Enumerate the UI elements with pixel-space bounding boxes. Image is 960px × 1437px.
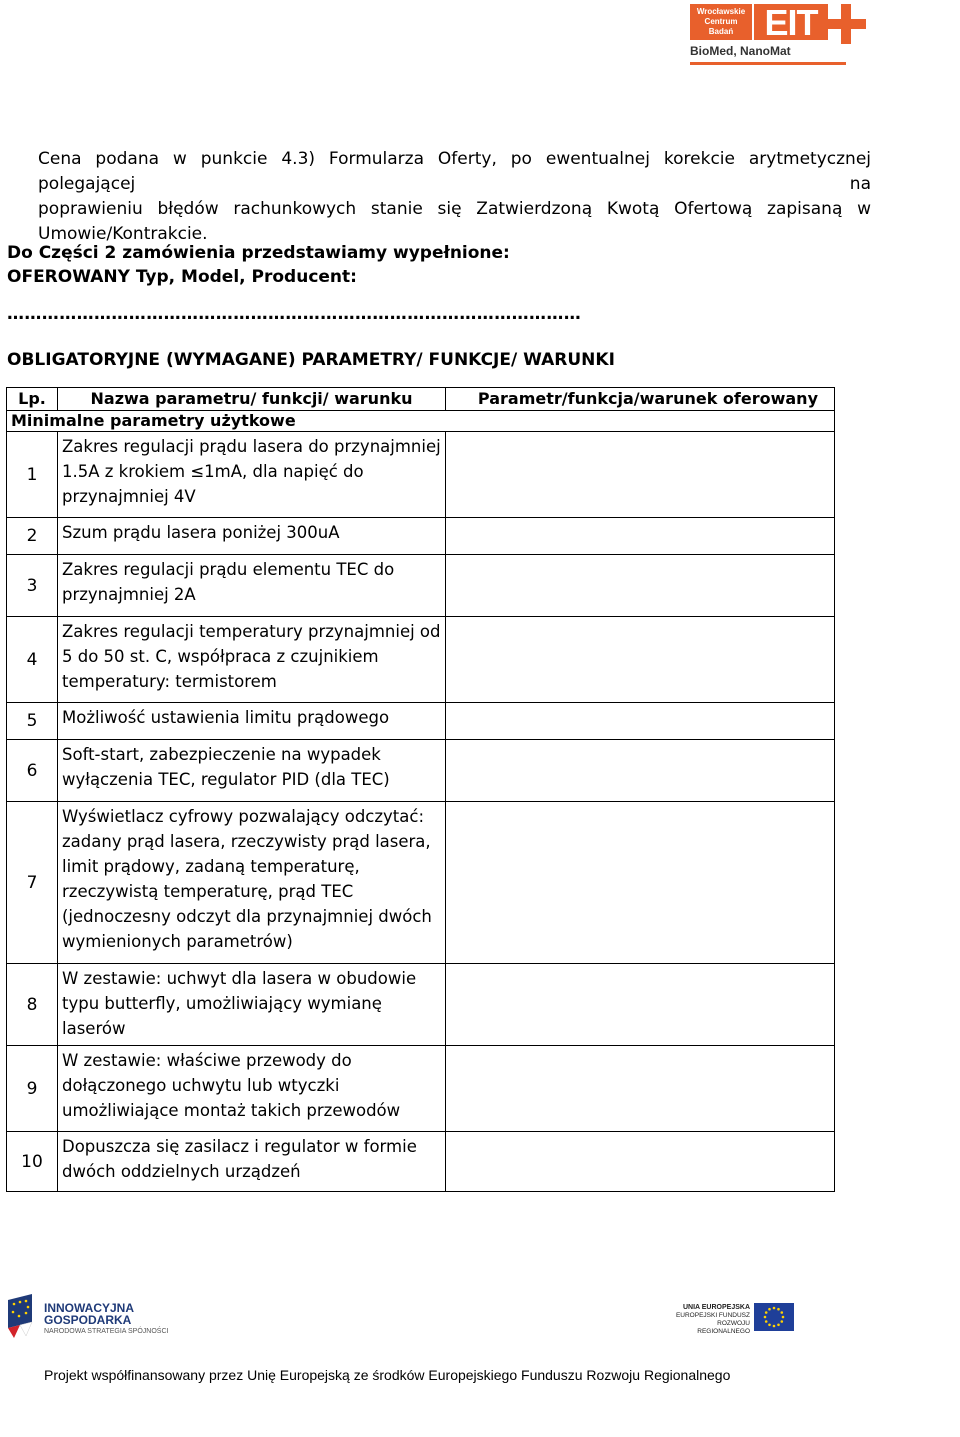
logo-underline — [690, 62, 846, 65]
eu-text — [668, 1304, 750, 1336]
table-header-row — [7, 388, 835, 411]
eu-line-3: ROZWOJU REGIONALNEGO — [697, 1320, 750, 1335]
ig-wordmark — [44, 1302, 134, 1326]
row-name: Szum prądu lasera poniżej 300uA — [58, 518, 446, 555]
intro-line-2: poprawieniu błędów rachunkowych stanie się Zatwierdzoną Kwotą Ofertową zapisaną w — [38, 199, 871, 219]
table-row — [7, 802, 835, 964]
col-offered-header: Parametr/funkcja/warunek oferowany — [446, 388, 835, 411]
table-row — [7, 555, 835, 617]
row-lp: 6 — [7, 740, 58, 802]
eu-flag-icon — [754, 1303, 794, 1331]
row-lp: 7 — [7, 802, 58, 964]
fill-in-dots: ……………………………………………………………………………………… — [7, 304, 582, 324]
row-lp: 9 — [7, 1046, 58, 1132]
offered-heading: OFEROWANY Typ, Model, Producent: — [7, 267, 357, 287]
ig-line-1: INNOWACYJNA — [44, 1301, 135, 1315]
innowacyjna-gospodarka-logo — [6, 1292, 176, 1344]
row-name: Zakres regulacji temperatury przynajmniej od 5 do 50 st. C, współpraca z czujnikiem temperatury: termistorem — [58, 617, 446, 703]
row-value-cell[interactable] — [446, 617, 835, 703]
section-title: Minimalne parametry użytkowe — [7, 411, 835, 432]
eit-wordmark: EIT — [754, 4, 828, 40]
row-lp: 1 — [7, 432, 58, 518]
parameters-table — [6, 387, 835, 1192]
wcb-line-3: Badań — [708, 27, 734, 36]
row-name: W zestawie: uchwyt dla lasera w obudowie typu butterfly, umożliwiający wymianę laserów — [58, 964, 446, 1046]
row-value-cell[interactable] — [446, 740, 835, 802]
intro-line-3: Umowie/Kontrakcie. — [38, 224, 208, 244]
row-value-cell[interactable] — [446, 802, 835, 964]
row-name: Dopuszcza się zasilacz i regulator w formie dwóch oddzielnych urządzeń — [58, 1132, 446, 1192]
row-value-cell[interactable] — [446, 1132, 835, 1192]
required-heading: OBLIGATORYJNE (WYMAGANE) PARAMETRY/ FUNKCJE/ WARUNKI — [7, 350, 615, 370]
table-row — [7, 432, 835, 518]
row-value-cell[interactable] — [446, 964, 835, 1046]
row-lp: 3 — [7, 555, 58, 617]
plus-icon — [826, 4, 866, 44]
eu-logo — [668, 1303, 798, 1333]
project-cofinancing-note: Projekt współfinansowany przez Unię Europejską ze środków Europejskiego Funduszu Rozwoju Regionalnego — [44, 1367, 731, 1383]
table-row — [7, 1046, 835, 1132]
table-row — [7, 703, 835, 740]
col-name-header: Nazwa parametru/ funkcji/ warunku — [58, 388, 446, 411]
eit-plus-logo — [690, 4, 866, 66]
row-name: Soft-start, zabezpieczenie na wypadek wyłączenia TEC, regulator PID (dla TEC) — [58, 740, 446, 802]
table-row — [7, 1132, 835, 1192]
table-row — [7, 964, 835, 1046]
wcb-line-1: Wrocławskie — [696, 7, 746, 16]
eu-line-2: EUROPEJSKI FUNDUSZ — [675, 1312, 750, 1319]
ig-flag-icon — [6, 1292, 36, 1340]
col-lp-header: Lp. — [7, 388, 58, 411]
row-name: Zakres regulacji prądu elementu TEC do przynajmniej 2A — [58, 555, 446, 617]
table-row — [7, 740, 835, 802]
row-name: Możliwość ustawienia limitu prądowego — [58, 703, 446, 740]
row-value-cell[interactable] — [446, 1046, 835, 1132]
ig-line-2: GOSPODARKA — [44, 1313, 132, 1327]
wcb-logo-block — [690, 4, 752, 40]
row-lp: 5 — [7, 703, 58, 740]
intro-paragraph — [38, 147, 871, 247]
row-value-cell[interactable] — [446, 432, 835, 518]
row-lp: 4 — [7, 617, 58, 703]
row-name: W zestawie: właściwe przewody do dołączonego uchwytu lub wtyczki umożliwiające montaż takich przewodów — [58, 1046, 446, 1132]
logo-subtitle: BioMed, NanoMat — [690, 44, 791, 58]
table-section-row — [7, 411, 835, 432]
row-lp: 8 — [7, 964, 58, 1046]
table-row — [7, 518, 835, 555]
row-value-cell[interactable] — [446, 703, 835, 740]
ig-small-text: NARODOWA STRATEGIA SPÓJNOŚCI — [44, 1328, 169, 1335]
part-heading: Do Części 2 zamówienia przedstawiamy wypełnione: — [7, 243, 510, 263]
row-value-cell[interactable] — [446, 518, 835, 555]
row-lp: 2 — [7, 518, 58, 555]
row-name: Wyświetlacz cyfrowy pozwalający odczytać: zadany prąd lasera, rzeczywisty prąd lasera, limit prądowy, zadaną temperaturę, rzeczywistą temperaturę, prąd TEC (jednoczesny odczyt dla przynajmniej dwóch wymienionych parametrów) — [58, 802, 446, 964]
table-row — [7, 617, 835, 703]
row-name: Zakres regulacji prądu lasera do przynajmniej 1.5A z krokiem ≤1mA, dla napięć do przynajmniej 4V — [58, 432, 446, 518]
row-value-cell[interactable] — [446, 555, 835, 617]
row-lp: 10 — [7, 1132, 58, 1192]
eu-line-1: UNIA EUROPEJSKA — [682, 1304, 750, 1311]
intro-line-1: Cena podana w punkcie 4.3) Formularza Oferty, po ewentualnej korekcie arytmetycznej polegającej na — [38, 149, 871, 194]
wcb-line-2: Centrum — [704, 17, 738, 26]
